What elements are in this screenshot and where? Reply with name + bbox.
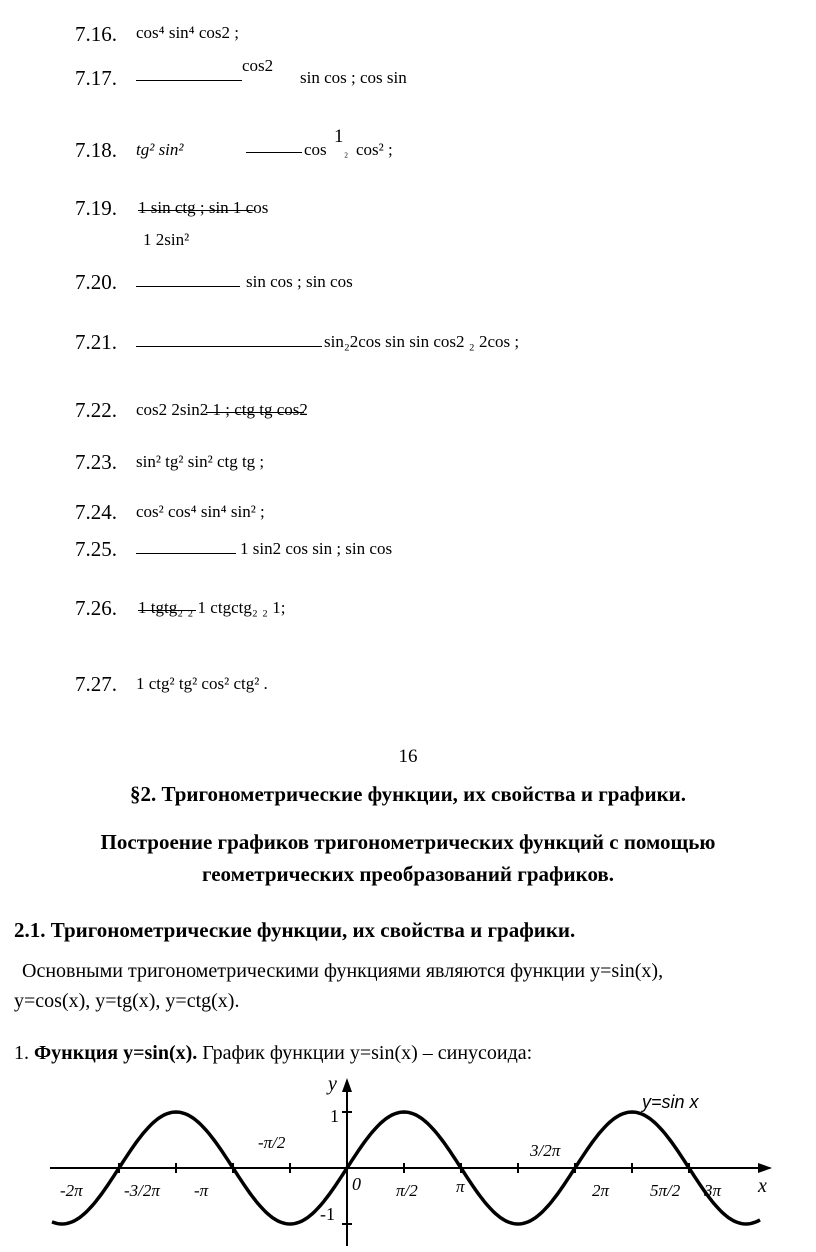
strike-line: [138, 610, 196, 611]
formula: cos2 2sin2 1 ; ctg tg cos2: [136, 400, 308, 419]
y-tick-neg1: -1: [320, 1204, 335, 1224]
x-tick-pi: π: [456, 1177, 465, 1196]
x-tick-pi-2: π/2: [396, 1181, 418, 1200]
y-axis-label: y: [328, 1073, 337, 1095]
fraction-bar: [138, 210, 254, 211]
item-number: 1.: [14, 1042, 29, 1064]
x-tick-2pi: 2π: [592, 1181, 610, 1200]
x-axis-arrow: [758, 1163, 772, 1173]
formula: 1 sin ctg ; sin 1 cos: [138, 198, 269, 217]
exercise-number: 7.27.: [75, 672, 117, 696]
exercise-number: 7.20.: [75, 270, 117, 294]
x-tick-3-2pi: 3/2π: [530, 1141, 561, 1160]
formula-rest: cos² ;: [356, 140, 393, 159]
exercise-number: 7.23.: [75, 450, 117, 474]
origin-label: 0: [352, 1174, 361, 1194]
subsection-title: 2.1. Тригонометрические функции, их свойства и графики.: [14, 918, 576, 942]
exercise-number: 7.24.: [75, 500, 117, 524]
formula: sin₂2cos sin sin cos2 ₂ 2cos ;: [324, 332, 520, 351]
one: 1: [334, 126, 344, 147]
fraction-numerator: cos2: [242, 56, 274, 75]
exercise-number: 7.19.: [75, 196, 117, 220]
formula: tg² sin²: [136, 140, 184, 159]
formula: sin² tg² sin² ctg tg ;: [136, 452, 265, 471]
exercise-number: 7.17.: [75, 66, 117, 90]
x-tick-neg-pi-2: -π/2: [258, 1133, 286, 1152]
curve-label: y=sin x: [642, 1092, 699, 1112]
item-1: [14, 1042, 532, 1065]
subtitle-line-1: Построение графиков тригонометрических функций с помощью: [100, 830, 716, 854]
page-number: 16: [398, 746, 418, 767]
paragraph-line-2: y=cos(x), y=tg(x), y=ctg(x).: [14, 990, 240, 1012]
fraction-bar: [136, 80, 242, 81]
formula: cos⁴ sin⁴ cos2 ;: [136, 23, 239, 42]
exercise-number: 7.21.: [75, 330, 117, 354]
formula-line2: 1 2sin²: [143, 230, 190, 249]
formula: sin cos ; sin cos: [246, 272, 353, 291]
x-tick-neg-pi: -π: [194, 1181, 209, 1200]
sine-graph: [40, 1070, 780, 1250]
x-axis-label: x: [758, 1175, 767, 1197]
formula-cos: cos: [304, 140, 327, 159]
exercise-number: 7.16.: [75, 22, 117, 46]
fraction-bar: [136, 286, 240, 287]
x-tick-3pi: 3π: [704, 1181, 722, 1200]
formula: 1 ctg² tg² cos² ctg² .: [136, 674, 268, 693]
formula-sub: ₂: [344, 144, 349, 158]
fraction-bar: [246, 152, 302, 153]
formula: 1 tgtg₂ ₂ 1 ctgctg₂ ₂ 1;: [138, 598, 286, 617]
formula: sin cos ; cos sin: [300, 68, 407, 87]
fraction-bar: [136, 346, 322, 347]
subtitle-line-2: геометрических преобразований графиков.: [201, 862, 615, 886]
item-bold-label: Функция y=sin(x).: [34, 1042, 198, 1064]
paragraph-line-1: Основными тригонометрическими функциями являются функции y=sin(x),: [22, 960, 664, 982]
section-title: §2. Тригонометрические функции, их свойства и графики.: [129, 782, 687, 806]
y-tick-1: 1: [330, 1106, 339, 1126]
x-tick-neg-3-2pi: -3/2π: [124, 1181, 160, 1200]
strike-line: [206, 412, 304, 413]
fraction-bar: [136, 553, 236, 554]
exercise-number: 7.22.: [75, 398, 117, 422]
formula: cos² cos⁴ sin⁴ sin² ;: [136, 502, 265, 521]
exercise-number: 7.25.: [75, 537, 117, 561]
formula: 1 sin2 cos sin ; sin cos: [240, 539, 393, 558]
x-tick-neg-2pi: -2π: [60, 1181, 83, 1200]
item-text: График функции y=sin(x) – синусоида:: [202, 1042, 533, 1064]
exercise-number: 7.18.: [75, 138, 117, 162]
exercise-number: 7.26.: [75, 596, 117, 620]
y-axis-arrow: [342, 1078, 352, 1092]
x-tick-5pi-2: 5π/2: [650, 1181, 681, 1200]
